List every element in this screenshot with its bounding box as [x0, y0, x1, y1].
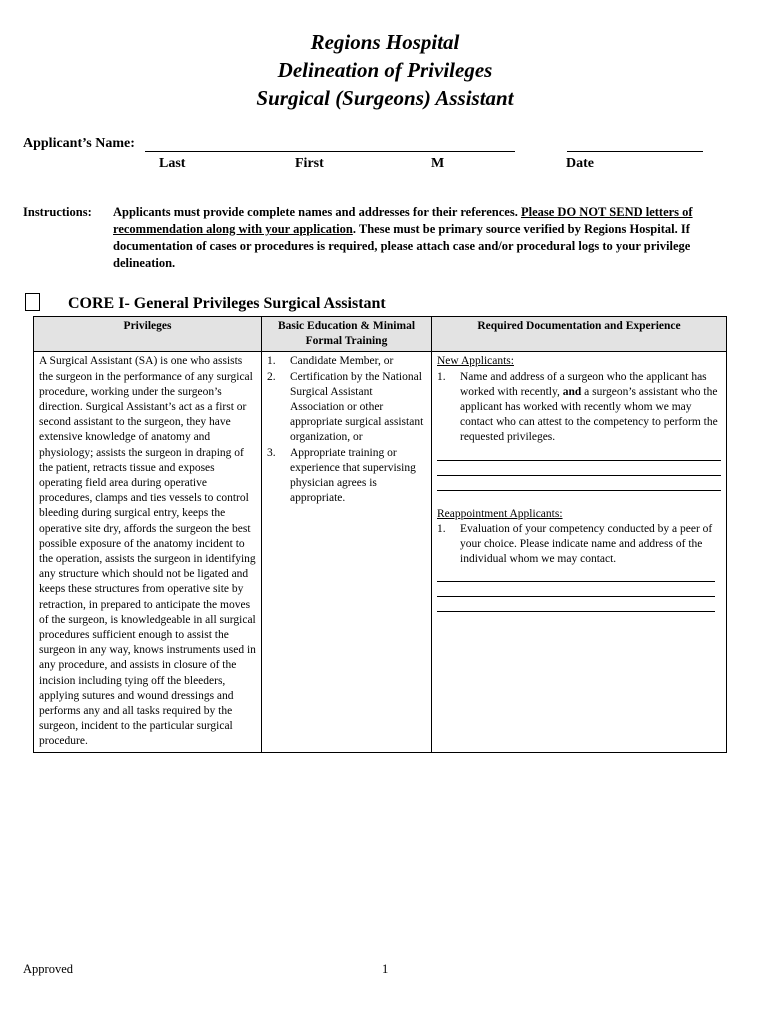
middle-initial-caption: M [431, 156, 445, 171]
list-item: 2. Certification by the National Surgical Assistant Association or other appropriate surgical assistant organization, or [267, 370, 424, 444]
footer-approved: Approved [23, 962, 73, 976]
documentation-cell [432, 352, 727, 752]
new-applicants-heading: New Applicants: [437, 355, 514, 368]
reappointment-reference-line[interactable] [437, 567, 715, 582]
instructions-warning: Please DO NOT SEND letters of recommendation along with your application [113, 205, 693, 236]
list-item: 1. Evaluation of your competency conducted by a peer of your choice. Please indicate name and address of the individual whom we may contact. [437, 522, 713, 566]
document-subtitle: Delineation of Privileges [277, 58, 493, 82]
column-header-documentation: Required Documentation and Experience [432, 317, 727, 352]
document-role-title: Surgical (Surgeons) Assistant [256, 86, 514, 110]
applicant-name-field[interactable] [145, 151, 515, 152]
first-name-caption: First [295, 156, 324, 171]
instructions-part3: . These must be primary source verified by Regions Hospital. If documentation of cases or procedures is required, please attach case and/or procedural logs to your privilege delineation. [113, 222, 691, 270]
reappointment-reference-line[interactable] [437, 597, 715, 612]
table-row [34, 352, 727, 752]
privileges-description: A Surgical Assistant (SA) is one who assists the surgeon in the performance of any surgical procedure, working under the surgeon’s direction. Surgical Assistant’s act as a first or second assistant to the surgeon, they have extensive knowledge of anatomy and physiology; assists the surgeon in draping of the patient, retracts tissue and exposes operating field area during operative procedures, clamps and ties vessels to control bleeding during surgical entry, keeps the operative site dry, affords the surgeon the best possible exposure of the anatomy incident to the operation, assists the surgeon in identifying any structure which should not be ligated and keeps these structures from operative site by retraction, in prepared to anticipate the moves of the surgeon, is knowledgeable in all surgical procedures sufficient enough to assist the surgeon in any way, knows instruments used in any procedure, and assists in closure of the incision including tying off the bleeders, applying sutures and wound dressings and performs any and all tasks required by the surgeon, incident to the particular surgical procedure. [34, 352, 262, 752]
document-title-block [0, 28, 770, 112]
column-header-privileges: Privileges [34, 317, 262, 352]
last-name-caption: Last [159, 156, 186, 171]
new-applicant-reference-line[interactable] [437, 461, 721, 476]
instructions-part1: Applicants must provide complete names and addresses for their references. [113, 205, 521, 219]
list-item: 3. Appropriate training or experience that supervising physician agrees is appropriate. [267, 446, 416, 505]
reappointment-reference-line[interactable] [437, 582, 715, 597]
date-field[interactable] [567, 151, 703, 152]
column-header-education: Basic Education & Minimal Formal Training [262, 317, 432, 352]
date-caption: Date [566, 156, 594, 171]
education-cell [262, 352, 432, 752]
new-applicant-reference-line[interactable] [437, 446, 721, 461]
list-item: 1. Candidate Member, or [267, 355, 394, 368]
core-privileges-checkbox[interactable] [25, 293, 40, 311]
new-applicant-reference-line[interactable] [437, 476, 721, 491]
reappointment-heading: Reappointment Applicants: [437, 507, 563, 520]
instructions-label: Instructions: [23, 205, 92, 219]
section-title: CORE I- General Privileges Surgical Assistant [68, 295, 386, 312]
applicant-name-label: Applicant’s Name: [23, 136, 135, 151]
list-item: 1. Name and address of a surgeon who the applicant has worked with recently, and a surgeon’s assistant who the applicant has worked with recently whom we may contact who can attest to the competency to perform the requested privileges. [437, 370, 718, 444]
page-number: 1 [382, 962, 389, 976]
privileges-table [33, 316, 727, 753]
instructions-text [113, 204, 748, 272]
hospital-name: Regions Hospital [310, 30, 460, 54]
